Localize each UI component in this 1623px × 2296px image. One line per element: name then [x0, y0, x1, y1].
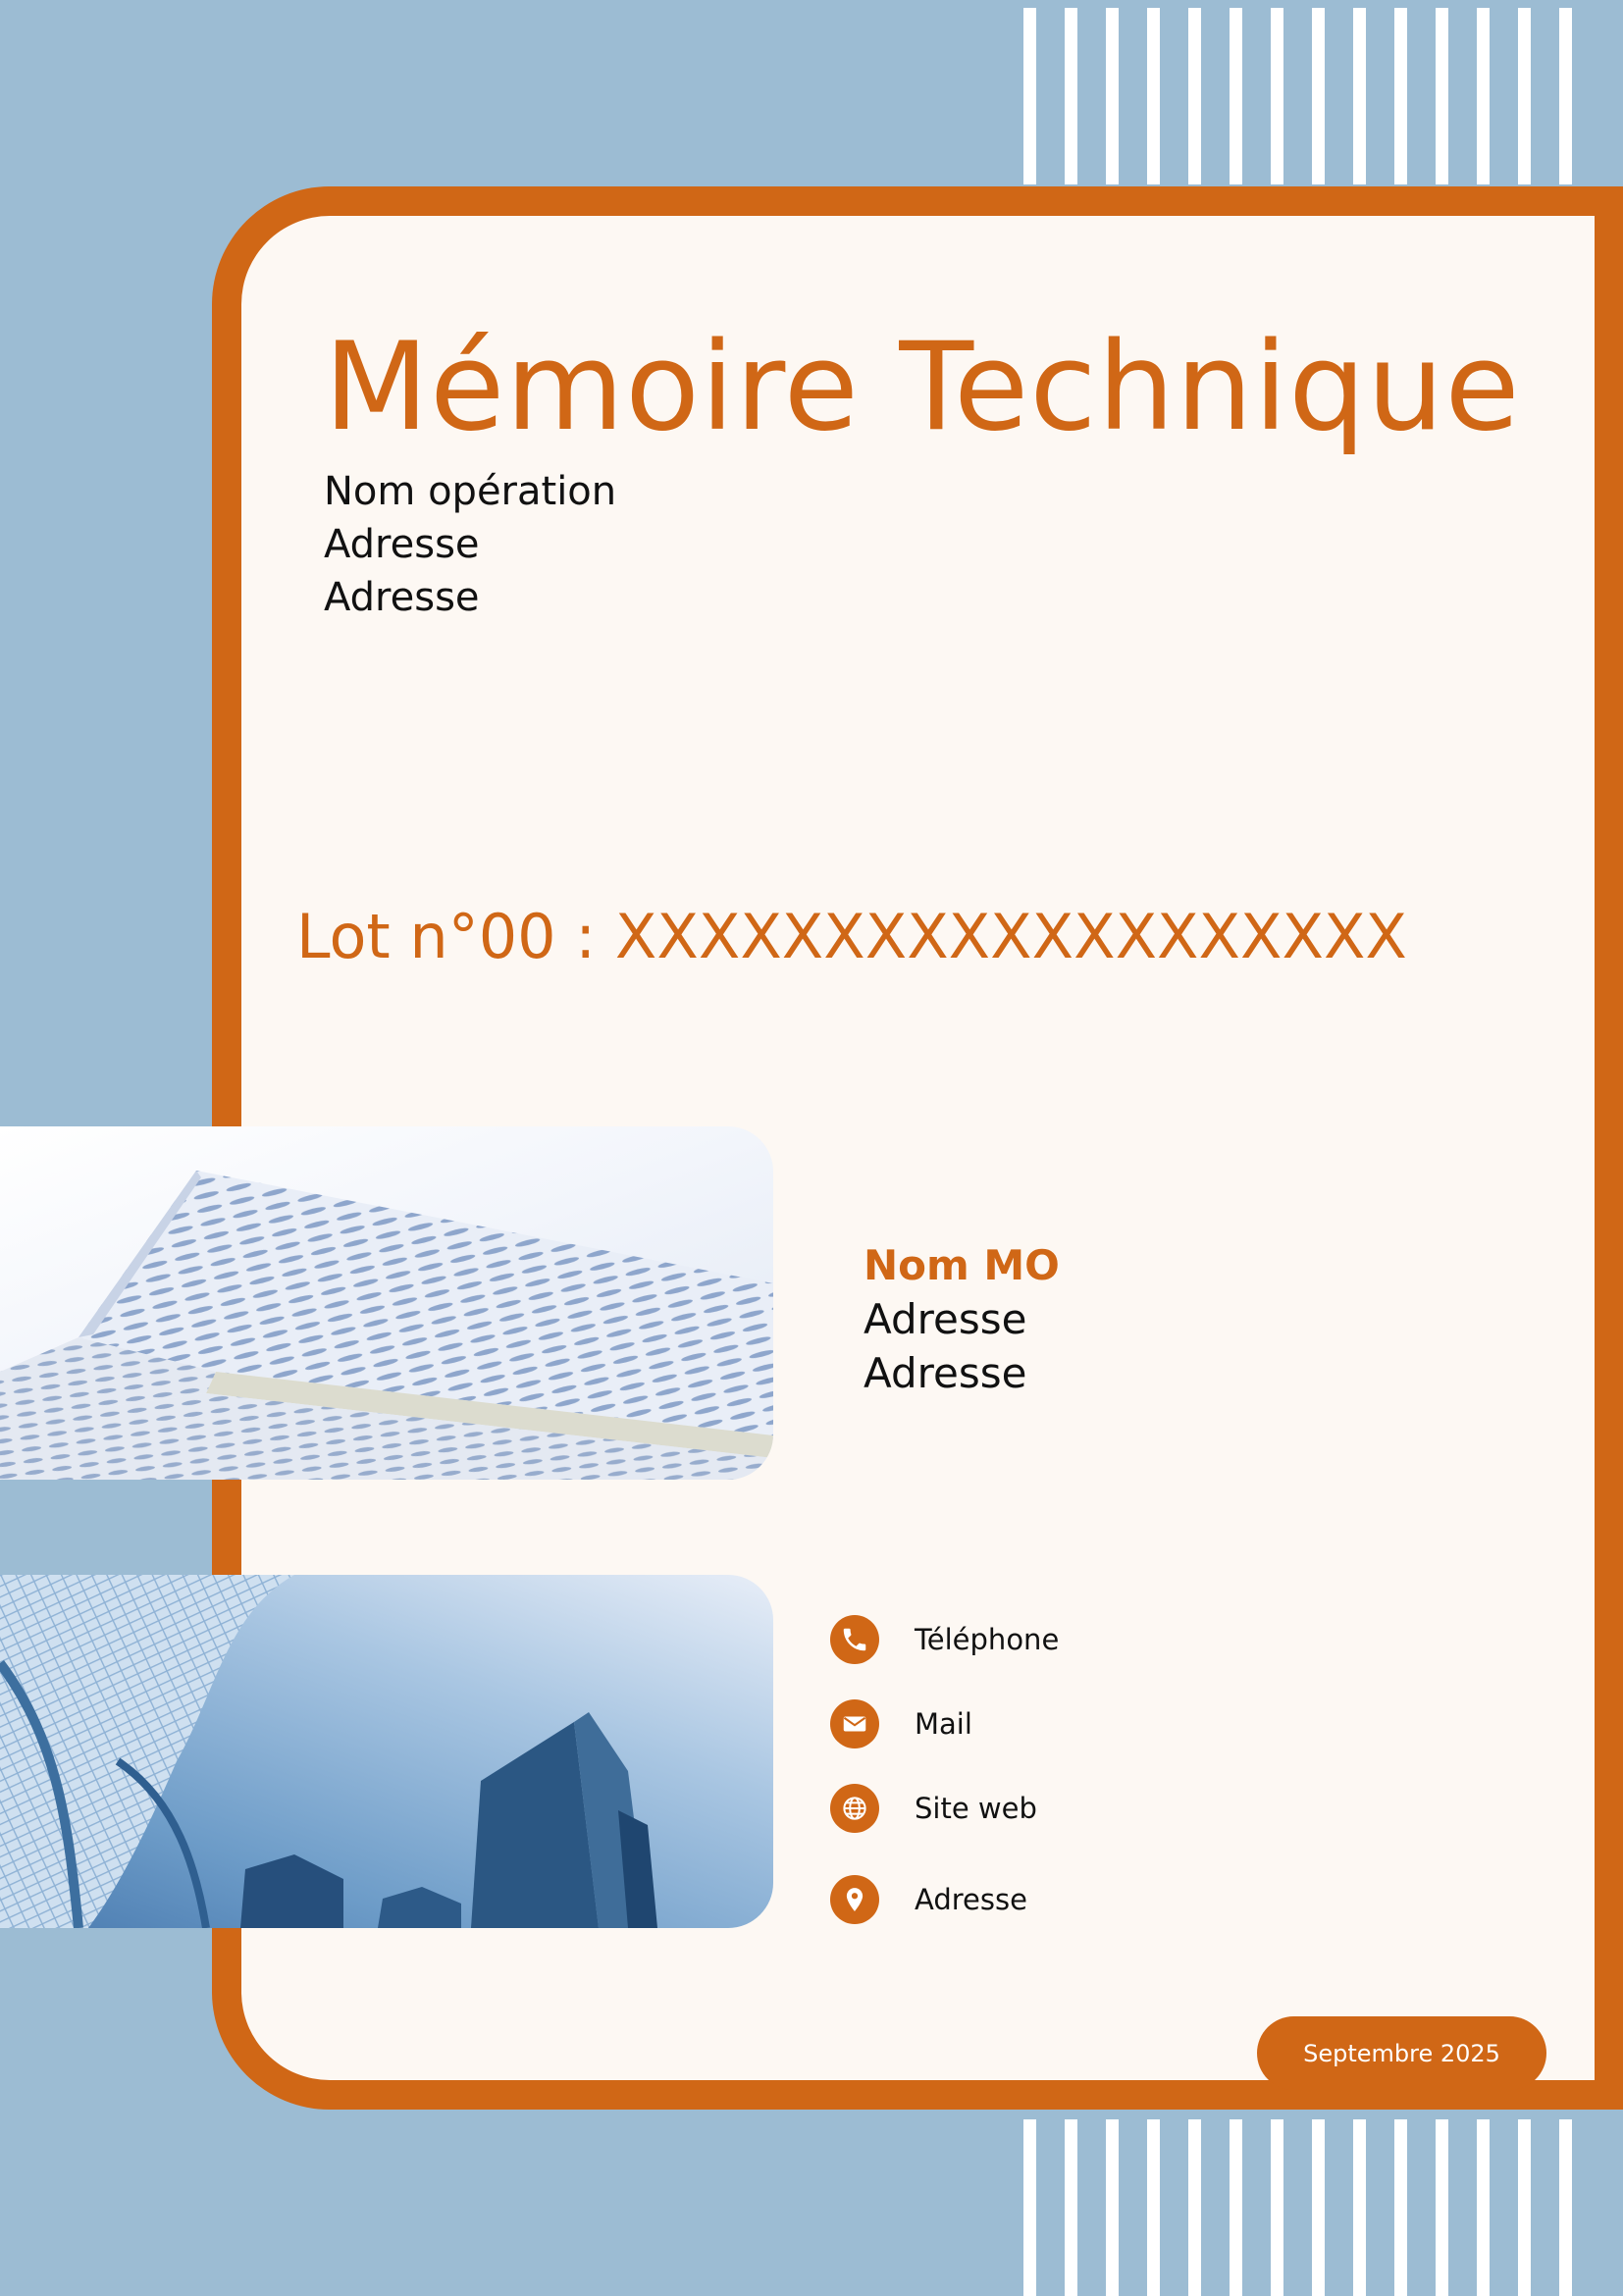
document-title: Mémoire Technique [324, 317, 1521, 458]
lot-heading: Lot n°00 : XXXXXXXXXXXXXXXXXXX [296, 901, 1407, 972]
decorative-stripes-bottom [1021, 2119, 1570, 2296]
contact-website-label: Site web [915, 1792, 1037, 1825]
location-pin-icon [830, 1875, 879, 1924]
maitre-ouvrage-address-1: Adresse [864, 1295, 1027, 1343]
contact-phone [830, 1614, 1223, 1665]
phone-icon [830, 1615, 879, 1664]
maitre-ouvrage-address-2: Adresse [864, 1349, 1027, 1397]
operation-address-1: Adresse [324, 522, 480, 567]
maitre-ouvrage-block [864, 1238, 1060, 1400]
contact-address-label: Adresse [915, 1883, 1027, 1916]
building-photo-towers [0, 1575, 773, 1928]
building-photo-facade [0, 1126, 773, 1480]
contact-mail [830, 1698, 1223, 1749]
globe-icon [830, 1784, 879, 1833]
contact-mail-label: Mail [915, 1707, 972, 1741]
decorative-stripes-top [1021, 8, 1570, 184]
operation-block [324, 465, 616, 624]
operation-name: Nom opération [324, 469, 617, 514]
date-badge: Septembre 2025 [1257, 2016, 1546, 2090]
maitre-ouvrage-name: Nom MO [864, 1241, 1060, 1289]
cover-card-border [1595, 214, 1623, 2105]
contact-address [830, 1874, 1223, 1925]
operation-address-2: Adresse [324, 575, 480, 620]
contact-website [830, 1783, 1223, 1834]
mail-icon [830, 1699, 879, 1748]
contact-phone-label: Téléphone [915, 1623, 1060, 1656]
